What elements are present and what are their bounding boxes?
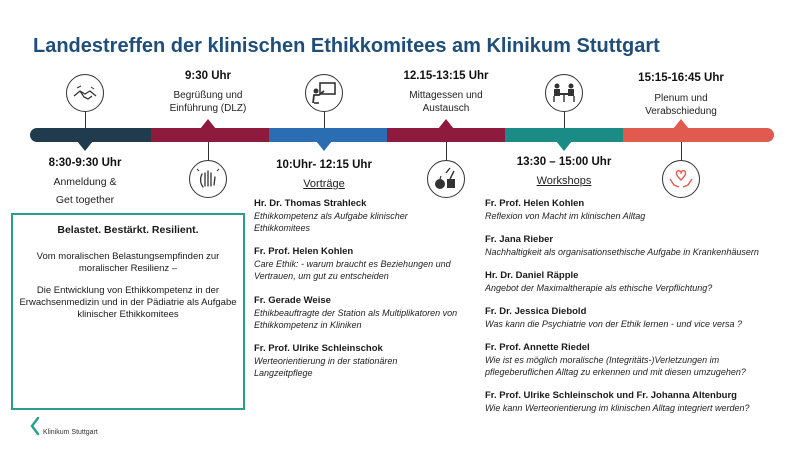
timeline-label-4a: Mittagessen und xyxy=(409,90,483,101)
talk-speaker-3: Fr. Gerade Weise xyxy=(254,295,331,306)
workshop-topic-1: Reflexion von Macht im klinischen Alltag xyxy=(485,211,646,221)
talk-topic-3: Ethikbeauftragte der Station als Multiplikatoren von Ethikkompetenz in Kliniken xyxy=(254,308,458,330)
info-box-subtitle: Vom moralischen Belastungsempfinden zur moralischer Resilienz – xyxy=(36,251,220,274)
info-box-description: Die Entwicklung von Ethikkompetenz in der Erwachsenmedizin und in der Pädiatrie als Aufgabe klinischer Ethikkomitees xyxy=(19,285,237,320)
talk-speaker-2: Fr. Prof. Helen Kohlen xyxy=(254,246,354,257)
timeline-time-4: 12.15-13:15 Uhr xyxy=(403,70,489,82)
workshop-topic-2: Nachhaltigkeit als organisationsethische Aufgabe in Krankenhäusern xyxy=(485,247,759,257)
workshop-speaker-1: Fr. Prof. Helen Kohlen xyxy=(485,198,585,209)
workshop-speaker-4: Fr. Dr. Jessica Diebold xyxy=(485,306,587,317)
timeline-time-5: 13:30 – 15:00 Uhr xyxy=(516,156,612,168)
presentation-icon xyxy=(305,74,343,112)
food-icon xyxy=(427,160,465,198)
workshop-topic-6: Wie kann Werteorientierung im klinischen Alltag integriert werden? xyxy=(485,403,750,413)
page-title: Landestreffen der klinischen Ethikkomitees am Klinikum Stuttgart xyxy=(33,35,660,57)
timeline-time-1: 8:30-9:30 Uhr xyxy=(48,157,122,169)
handshake-icon xyxy=(66,74,104,112)
talk-speaker-4: Fr. Prof. Ulrike Schleinschok xyxy=(254,343,383,354)
logo-mark-icon xyxy=(30,417,42,437)
timeline-label-4b: Austausch xyxy=(422,103,470,114)
logo-text: Klinikum Stuttgart xyxy=(43,429,98,436)
timeline-label-2a: Begrüßung und xyxy=(173,90,243,101)
timeline-label-1a: Anmeldung & xyxy=(53,176,117,188)
timeline-label-1b: Get together xyxy=(55,194,115,206)
heart-hands-icon xyxy=(662,160,700,198)
workshop-speaker-2: Fr. Jana Rieber xyxy=(485,234,554,245)
talk-speaker-1: Hr. Dr. Thomas Strahleck xyxy=(254,198,367,209)
wave-hand-icon xyxy=(189,160,227,198)
timeline-time-3: 10:Uhr- 12:15 Uhr xyxy=(276,159,372,171)
timeline-label-2b: Einführung (DLZ) xyxy=(169,103,247,114)
timeline-time-2: 9:30 Uhr xyxy=(184,70,232,82)
info-box xyxy=(11,213,245,410)
workshop-speaker-5: Fr. Prof. Annette Riedel xyxy=(485,342,590,353)
talk-topic-4: Werteorientierung in der stationären Langzeitpflege xyxy=(254,356,398,378)
workshop-speaker-6: Fr. Prof. Ulrike Schleinschok und Fr. Johanna Altenburg xyxy=(485,390,737,401)
timeline-label-6a: Plenum und xyxy=(654,93,708,104)
talk-topic-2: Care Ethik: - warum braucht es Beziehungen und Vertrauen, um gut zu entscheiden xyxy=(254,259,451,281)
info-box-title: Belastet. Bestärkt. Resilient. xyxy=(57,224,199,236)
timeline-label-6b: Verabschiedung xyxy=(645,106,717,117)
workshop-speaker-3: Hr. Dr. Daniel Räpple xyxy=(485,270,579,281)
workshop-topic-5: Wie ist es möglich moralische (Integritäts-)Verletzungen im pflegeberuflichen Alltag zu erkennen und mit diesen umzugehen? xyxy=(485,355,746,377)
klinikum-logo xyxy=(30,417,140,437)
timeline-time-6: 15:15-16:45 Uhr xyxy=(638,72,724,84)
meeting-table-icon xyxy=(545,74,583,112)
workshop-topic-4: Was kann die Psychiatrie von der Ethik lernen - und vice versa ? xyxy=(485,319,742,329)
section-head-workshops: Workshops xyxy=(536,175,592,187)
workshop-topic-3: Angebot der Maximaltherapie als ethische Verpflichtung? xyxy=(485,283,713,293)
talk-topic-1: Ethikkompetenz als Aufgabe klinischer Ethikkomitees xyxy=(254,211,408,233)
section-head-vortraege: Vorträge xyxy=(303,178,345,190)
